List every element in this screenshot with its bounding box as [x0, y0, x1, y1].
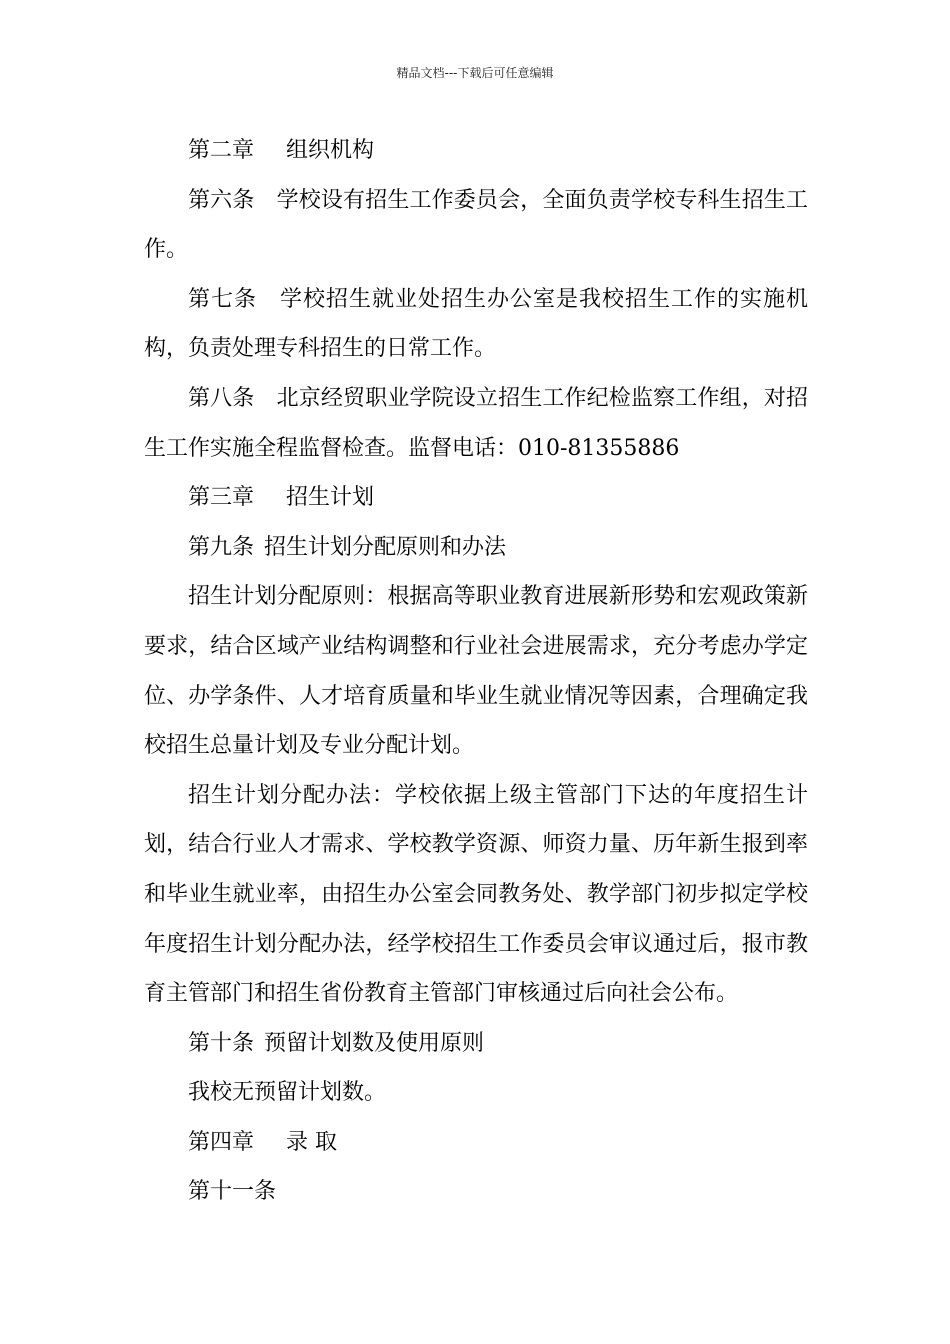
allocation-method-paragraph: 招生计划分配办法：学校依据上级主管部门下达的年度招生计划，结合行业人才需求、学校教学资源、师资力量、历年新生报到率和毕业生就业率，由招生办公室会同教务处、教学部门初步拟定学校年度招生计划分配办法，经学校招生工作委员会审议通过后，报市教育主管部门和招生省份教育主管部门审核通过后向社会公布。	[144, 782, 808, 1007]
document-body	[144, 126, 808, 1217]
chapter-heading-2	[144, 126, 808, 176]
chapter-label: 第四章	[188, 1129, 255, 1155]
article-label: 第八条	[188, 385, 255, 411]
article-text: 学校招生就业处招生办公室是我校招生工作的实施机构，负责处理专科招生的日常工作。	[144, 286, 808, 362]
allocation-principle-paragraph: 招生计划分配原则：根据高等职业教育进展新形势和宏观政策新要求，结合区域产业结构调整和行业社会进展需求，充分考虑办学定位、办学条件、人才培育质量和毕业生就业情况等因素，合理确定我校招生总量计划及专业分配计划。	[144, 584, 808, 759]
article-title: 预留计划数及使用原则	[264, 1030, 485, 1056]
article-6	[144, 176, 808, 275]
article-8	[144, 374, 808, 473]
chapter-label: 第二章	[188, 138, 255, 163]
chapter-heading-3	[144, 473, 808, 523]
article-10-heading	[144, 1019, 808, 1069]
article-11-heading	[144, 1167, 808, 1217]
article-7	[144, 275, 808, 374]
reserve-plan-paragraph: 我校无预留计划数。	[188, 1080, 387, 1106]
article-label: 第十一条	[188, 1179, 277, 1205]
chapter-title: 招生计划	[286, 485, 375, 511]
article-text: 北京经贸职业学院设立招生工作纪检监察工作组，对招生工作实施全程监督检查。监督电话：010-81355886	[144, 385, 808, 461]
chapter-title: 录 取	[286, 1129, 338, 1155]
article-label: 第十条	[188, 1030, 255, 1056]
article-label: 第六条	[188, 187, 255, 213]
article-9-heading	[144, 523, 808, 573]
chapter-title: 组织机构	[286, 138, 375, 163]
page-header: 精品文档---下载后可任意编辑	[396, 66, 554, 80]
article-label: 第九条	[188, 534, 255, 560]
chapter-heading-4	[144, 1118, 808, 1168]
article-text: 学校设有招生工作委员会，全面负责学校专科生招生工作。	[144, 187, 808, 263]
article-label: 第七条	[188, 286, 257, 312]
article-title: 招生计划分配原则和办法	[264, 534, 507, 560]
chapter-label: 第三章	[188, 485, 255, 511]
